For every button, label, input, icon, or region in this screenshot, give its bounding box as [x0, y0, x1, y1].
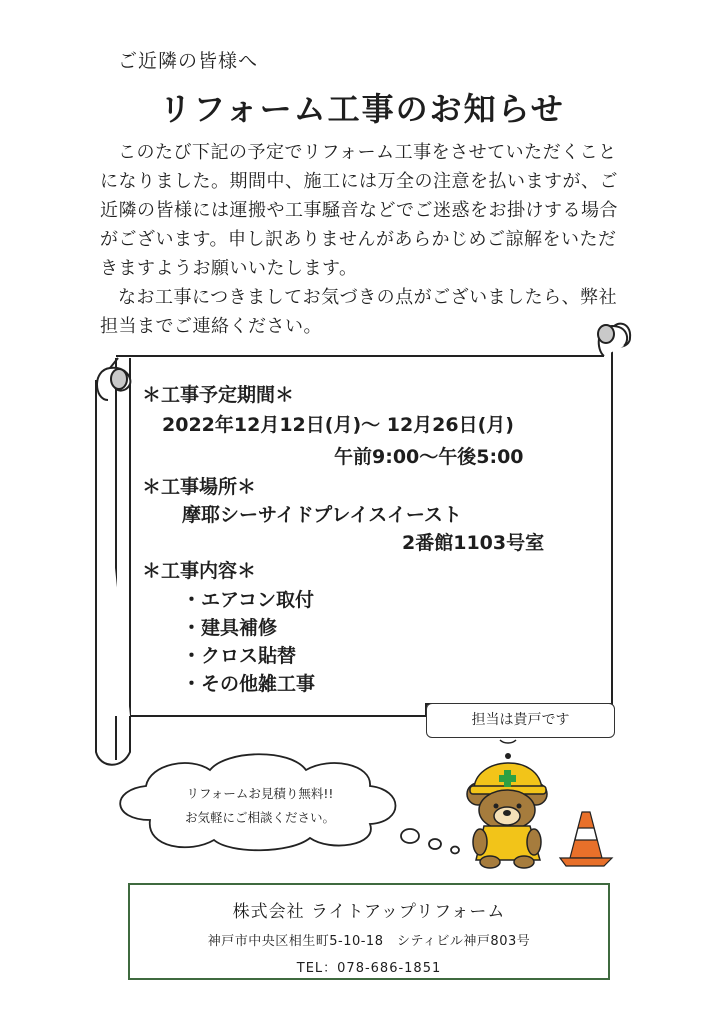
content-item: ・建具補修 — [182, 617, 278, 639]
company-name: 株式会社 ライトアップリフォーム — [232, 902, 506, 922]
traffic-cone-icon — [560, 812, 612, 866]
intro-paragraph-1: このたび下記の予定でリフォーム工事をさせていただくことになりました。期間中、施工には万全の注意を払いますが、ご近隣の皆様には運搬や工事騒音などでご迷惑をお掛けする場合がございます。申し訳ありませんがあらかじめご諒解をいただきますようお願いいたします。 — [100, 142, 618, 279]
location-room: 2番館1103号室 — [402, 532, 545, 554]
company-phone: TEL：078-686-1851 — [296, 961, 442, 976]
page-title: リフォーム工事のお知らせ — [159, 90, 565, 128]
content-item: ・エアコン取付 — [182, 589, 315, 611]
period-dates: 2022年12月12日(月)～ 12月26日(月) — [162, 414, 514, 436]
content-item: ・クロス貼替 — [182, 645, 297, 667]
cloud-line-2: お気軽にご相談ください。 — [184, 810, 335, 825]
bear-mascot-icon — [467, 740, 547, 868]
content-item: ・その他雑工事 — [182, 673, 316, 695]
contact-person-tag: 担当は貴戸です — [426, 703, 615, 738]
greeting: ご近隣の皆様へ — [118, 50, 259, 72]
location-building: 摩耶シーサイドプレイスイースト — [182, 504, 462, 526]
content-heading: ＊工事内容＊ — [142, 560, 257, 582]
intro-paragraph-2: なお工事につきましてお気づきの点がございましたら、弊社担当までご連絡ください。 — [100, 287, 618, 337]
company-address: 神戸市中央区相生町5-10-18 シティビル神戸803号 — [207, 934, 531, 949]
location-heading: ＊工事場所＊ — [142, 476, 257, 498]
period-heading: ＊工事予定期間＊ — [142, 384, 295, 406]
period-hours: 午前9:00～午後5:00 — [334, 446, 524, 468]
intro-text — [100, 138, 620, 341]
cloud-line-1: リフォームお見積り無料!! — [186, 786, 334, 801]
company-info-box — [128, 883, 610, 980]
